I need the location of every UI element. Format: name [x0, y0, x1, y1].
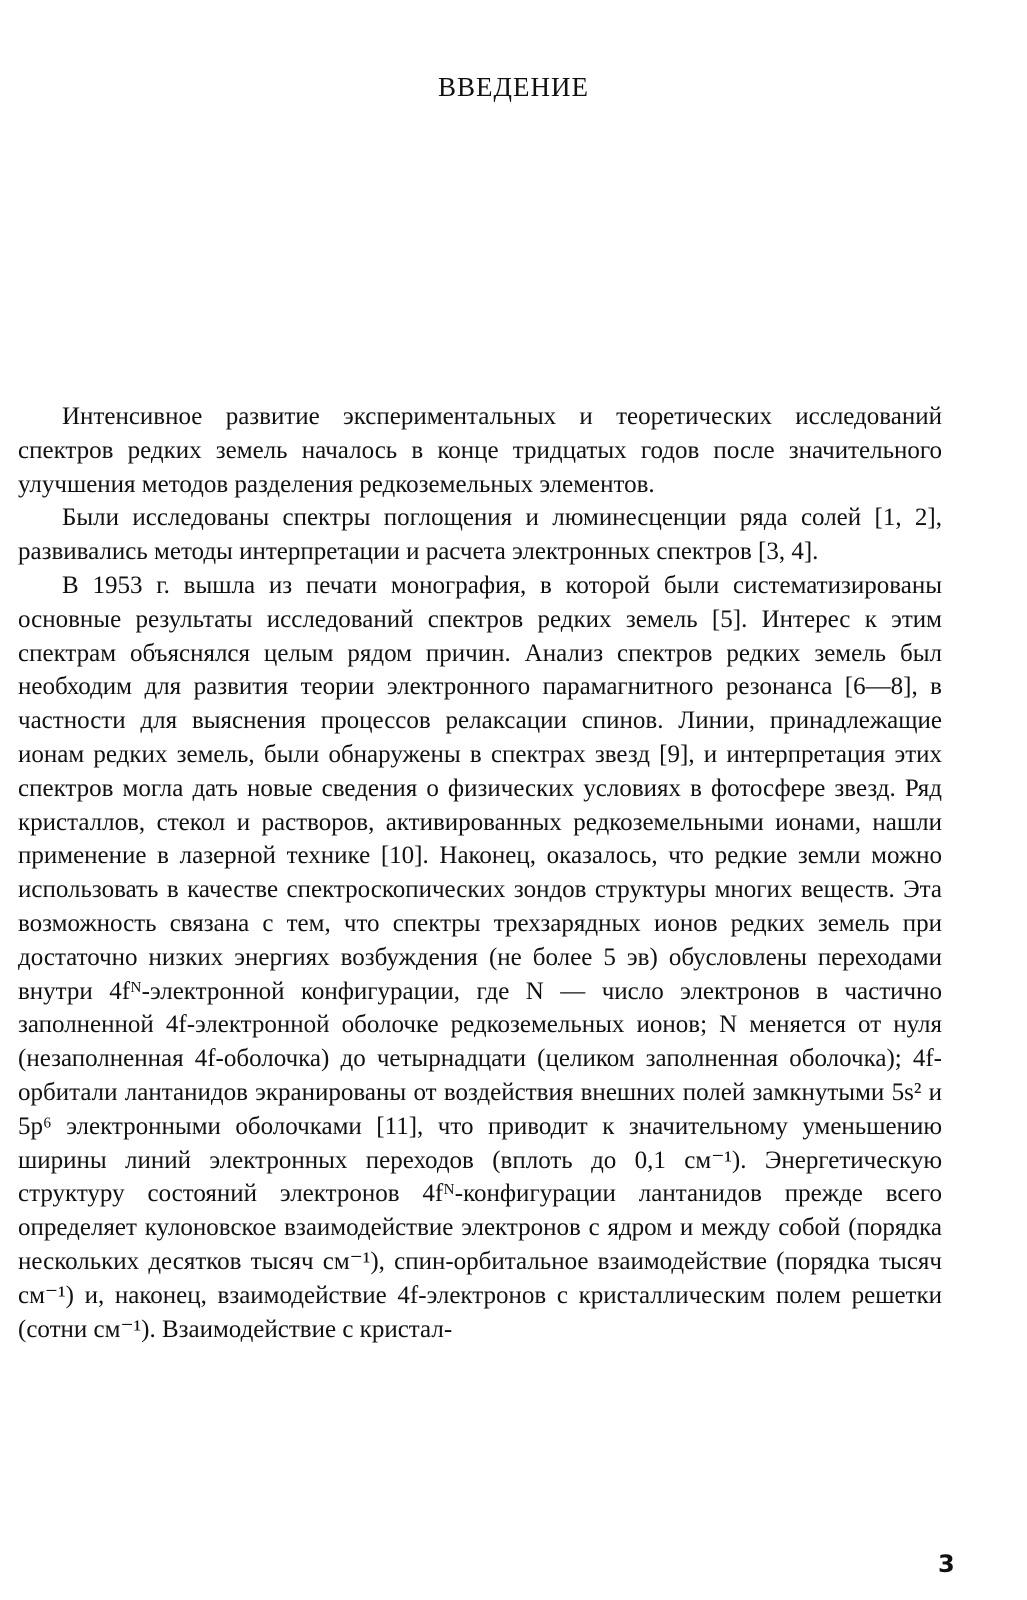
paragraph-intro: Интенсивное развитие экспериментальных и теоретических исследований спектров редких земель началось в конце тридцатых годов после значительного улучшения методов разделения редкоземельных элементов. [18, 403, 942, 498]
body-text [18, 400, 942, 1346]
page-number: 3 [938, 1550, 955, 1578]
page-title: ВВЕДЕНИЕ [438, 72, 589, 102]
paragraph-monograph: В 1953 г. вышла из печати монография, в которой были систематизированы основные результаты исследований спектров редких земель [5]. Интерес к этим спектрам объяснялся целым рядом причин. Анализ спектров редких земель был необходим для развития теории электронного парамагнитного резонанса [6—8], в частности для выяснения процессов релаксации спинов. Линии, принадлежащие ионам редких земель, были обнаружены в спектрах звезд [9], и интерпретация этих спектров могла дать новые сведения о физических условиях в фотосфере звезд. Ряд кристаллов, стекол и растворов, активированных редкоземельными ионами, нашли применение в лазерной технике [10]. Наконец, оказалось, что редкие земли можно использовать в качестве спектроскопических зондов структуры многих веществ. Эта возможность связана с тем, что спектры трехзарядных ионов редких земель при достаточно низких энергиях возбуждения (не более 5 эв) обусловлены переходами внутри 4fᴺ-электронной конфигурации, где N — число электронов в частично заполненной 4f-электронной оболочке редкоземельных ионов; N меняется от нуля (незаполненная 4f-оболочка) до четырнадцати (целиком заполненная оболочка); 4f-орбитали лантанидов экранированы от воздействия внешних полей замкнутыми 5s² и 5p⁶ электронными оболочками [11], что приводит к значительному уменьшению ширины линий электронных переходов (вплоть до 0,1 см⁻¹). Энергетическую структуру состояний электронов 4fᴺ-конфигурации лантанидов прежде всего определяет кулоновское взаимодействие электронов с ядром и между собой (порядка нескольких десятков тысяч см⁻¹), спин-орбитальное взаимодействие (порядка тысяч см⁻¹) и, наконец, взаимодействие 4f-электронов с кристаллическим полем решетки (сотни см⁻¹). Взаимодействие с кристал- [18, 571, 942, 1343]
paragraph-spectra-research: Были исследованы спектры поглощения и люминесценции ряда солей [1, 2], развивались методы интерпретации и расчета электронных спектров [3, 4]. [18, 504, 942, 566]
